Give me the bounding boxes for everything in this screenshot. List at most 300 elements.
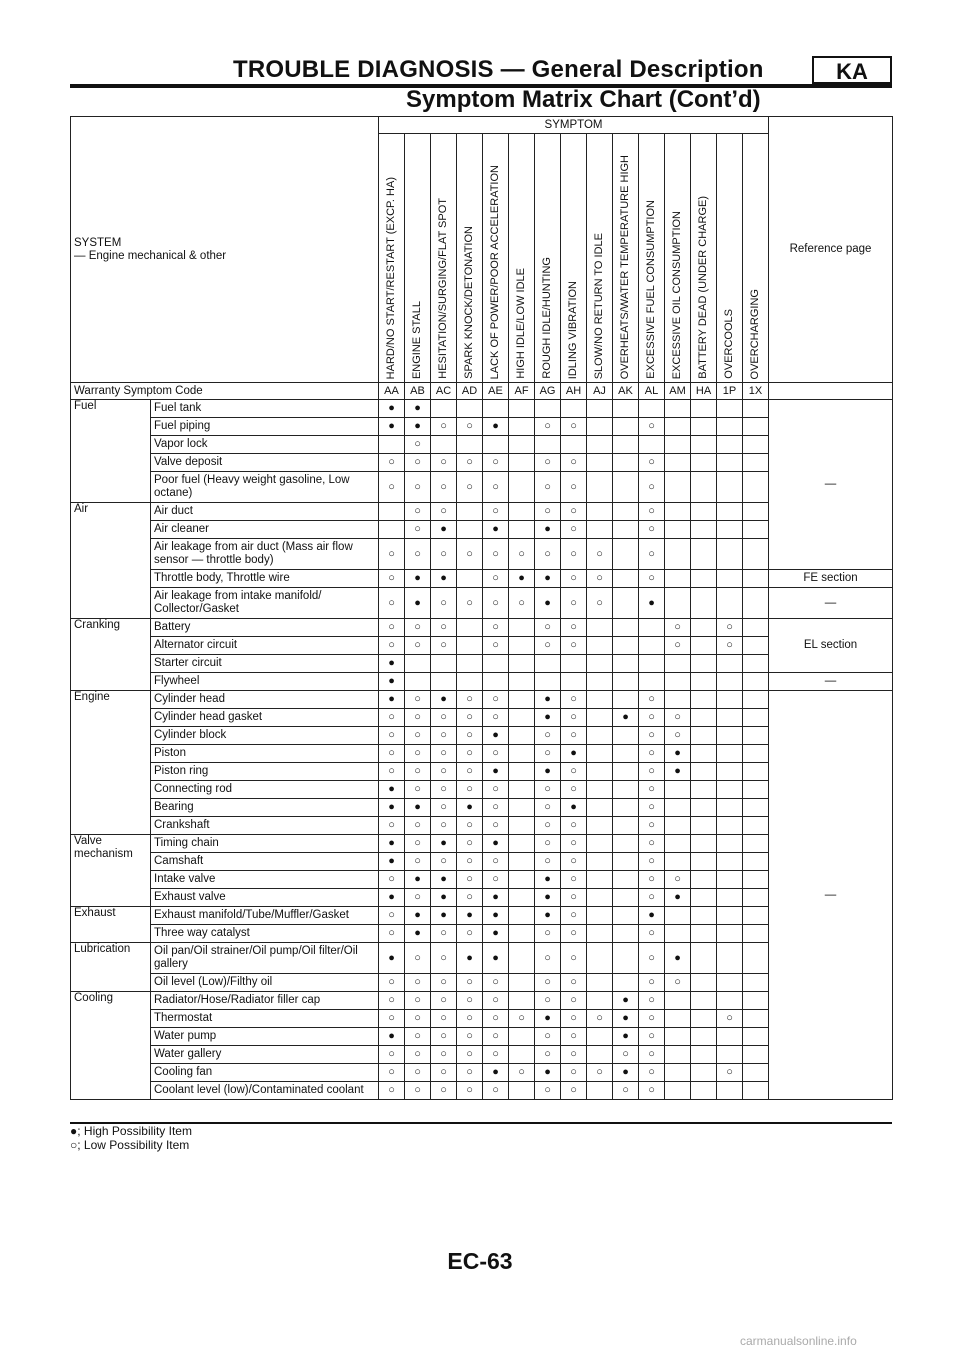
symptom-label: ENGINE STALL bbox=[411, 300, 424, 379]
low-possibility-mark: ○ bbox=[613, 1046, 639, 1064]
low-possibility-mark: ○ bbox=[535, 781, 561, 799]
high-possibility-mark: ● bbox=[639, 588, 665, 619]
empty-cell bbox=[691, 1046, 717, 1064]
low-possibility-mark: ○ bbox=[379, 472, 405, 503]
empty-cell bbox=[587, 673, 613, 691]
empty-cell bbox=[743, 472, 769, 503]
low-possibility-mark: ○ bbox=[535, 817, 561, 835]
low-possibility-mark: ○ bbox=[639, 992, 665, 1010]
symptom-col-14 bbox=[743, 134, 769, 383]
low-possibility-mark: ○ bbox=[665, 871, 691, 889]
high-possibility-mark: ● bbox=[483, 943, 509, 974]
empty-cell bbox=[743, 853, 769, 871]
high-possibility-mark: ● bbox=[665, 745, 691, 763]
empty-cell bbox=[613, 418, 639, 436]
low-possibility-mark: ○ bbox=[405, 454, 431, 472]
empty-cell bbox=[743, 400, 769, 418]
low-possibility-mark: ○ bbox=[379, 637, 405, 655]
empty-cell bbox=[639, 619, 665, 637]
high-possibility-mark: ● bbox=[379, 799, 405, 817]
empty-cell bbox=[717, 835, 743, 853]
high-possibility-mark: ● bbox=[483, 907, 509, 925]
empty-cell bbox=[691, 588, 717, 619]
empty-cell bbox=[691, 727, 717, 745]
low-possibility-mark: ○ bbox=[639, 539, 665, 570]
low-possibility-mark: ○ bbox=[431, 745, 457, 763]
item-cell: Fuel tank bbox=[151, 400, 379, 418]
empty-cell bbox=[691, 907, 717, 925]
empty-cell bbox=[509, 763, 535, 781]
legend bbox=[70, 1124, 192, 1152]
low-possibility-mark: ○ bbox=[379, 1082, 405, 1100]
symptom-label: BATTERY DEAD (UNDER CHARGE) bbox=[697, 196, 710, 379]
empty-cell bbox=[509, 673, 535, 691]
empty-cell bbox=[717, 745, 743, 763]
high-possibility-mark: ● bbox=[379, 1028, 405, 1046]
low-possibility-mark: ○ bbox=[431, 619, 457, 637]
empty-cell bbox=[587, 799, 613, 817]
reference-cell: FE section bbox=[769, 570, 893, 588]
symptom-label: LACK OF POWER/POOR ACCELERATION bbox=[489, 164, 502, 379]
empty-cell bbox=[691, 781, 717, 799]
high-possibility-mark: ● bbox=[431, 889, 457, 907]
high-possibility-mark: ● bbox=[431, 521, 457, 539]
warranty-code: AF bbox=[509, 383, 535, 400]
empty-cell bbox=[509, 889, 535, 907]
high-possibility-mark: ● bbox=[535, 871, 561, 889]
empty-cell bbox=[431, 400, 457, 418]
empty-cell bbox=[535, 436, 561, 454]
empty-cell bbox=[457, 521, 483, 539]
high-possibility-mark: ● bbox=[405, 925, 431, 943]
low-possibility-mark: ○ bbox=[483, 745, 509, 763]
empty-cell bbox=[691, 1064, 717, 1082]
empty-cell bbox=[613, 454, 639, 472]
empty-cell bbox=[483, 673, 509, 691]
empty-cell bbox=[587, 974, 613, 992]
symptom-label: HESITATION/SURGING/FLAT SPOT bbox=[437, 198, 450, 379]
low-possibility-mark: ○ bbox=[457, 781, 483, 799]
symptom-label: IDLING VIBRATION bbox=[567, 280, 580, 379]
empty-cell bbox=[691, 454, 717, 472]
low-possibility-mark: ○ bbox=[639, 889, 665, 907]
symptom-col-1 bbox=[405, 134, 431, 383]
high-possibility-mark: ● bbox=[613, 1064, 639, 1082]
empty-cell bbox=[691, 637, 717, 655]
empty-cell bbox=[613, 817, 639, 835]
empty-cell bbox=[717, 889, 743, 907]
low-possibility-mark: ○ bbox=[483, 1046, 509, 1064]
empty-cell bbox=[743, 539, 769, 570]
low-possibility-mark: ○ bbox=[509, 588, 535, 619]
low-possibility-mark: ○ bbox=[379, 763, 405, 781]
low-possibility-mark: ○ bbox=[561, 974, 587, 992]
empty-cell bbox=[717, 503, 743, 521]
empty-cell bbox=[665, 673, 691, 691]
low-possibility-mark: ○ bbox=[457, 853, 483, 871]
empty-cell bbox=[613, 745, 639, 763]
low-possibility-mark: ○ bbox=[639, 418, 665, 436]
high-possibility-mark: ● bbox=[379, 691, 405, 709]
legend-low bbox=[70, 1138, 192, 1152]
low-possibility-mark: ○ bbox=[431, 1028, 457, 1046]
low-possibility-mark: ○ bbox=[639, 871, 665, 889]
warranty-code: AC bbox=[431, 383, 457, 400]
low-possibility-mark: ○ bbox=[457, 539, 483, 570]
low-possibility-mark: ○ bbox=[483, 799, 509, 817]
empty-cell bbox=[717, 570, 743, 588]
low-possibility-mark: ○ bbox=[379, 1064, 405, 1082]
low-possibility-mark: ○ bbox=[639, 781, 665, 799]
empty-cell bbox=[717, 588, 743, 619]
low-possibility-mark: ○ bbox=[535, 745, 561, 763]
empty-cell bbox=[457, 570, 483, 588]
reference-cell: — bbox=[769, 400, 893, 570]
low-possibility-mark: ○ bbox=[431, 418, 457, 436]
high-possibility-mark: ● bbox=[483, 727, 509, 745]
low-possibility-mark: ○ bbox=[561, 691, 587, 709]
empty-cell bbox=[743, 1010, 769, 1028]
empty-cell bbox=[717, 673, 743, 691]
empty-cell bbox=[717, 727, 743, 745]
low-possibility-mark: ○ bbox=[457, 1028, 483, 1046]
low-possibility-mark: ○ bbox=[665, 974, 691, 992]
empty-cell bbox=[743, 570, 769, 588]
low-possibility-mark: ○ bbox=[639, 1046, 665, 1064]
empty-cell bbox=[743, 1064, 769, 1082]
system-header bbox=[71, 117, 379, 383]
low-possibility-mark: ○ bbox=[509, 539, 535, 570]
high-possibility-mark: ● bbox=[405, 871, 431, 889]
low-mark-icon: ○ bbox=[70, 1138, 78, 1152]
empty-cell bbox=[665, 1082, 691, 1100]
low-possibility-mark: ○ bbox=[457, 454, 483, 472]
item-cell: Cooling fan bbox=[151, 1064, 379, 1082]
low-possibility-mark: ○ bbox=[665, 637, 691, 655]
low-possibility-mark: ○ bbox=[457, 1064, 483, 1082]
empty-cell bbox=[587, 1082, 613, 1100]
empty-cell bbox=[639, 436, 665, 454]
warranty-code-row bbox=[71, 383, 893, 400]
empty-cell bbox=[509, 655, 535, 673]
low-possibility-mark: ○ bbox=[561, 943, 587, 974]
low-possibility-mark: ○ bbox=[431, 943, 457, 974]
low-possibility-mark: ○ bbox=[639, 1028, 665, 1046]
symptom-label: OVERHEATS/WATER TEMPERATURE HIGH bbox=[619, 154, 632, 379]
low-possibility-mark: ○ bbox=[639, 1064, 665, 1082]
symptom-col-6 bbox=[535, 134, 561, 383]
empty-cell bbox=[717, 691, 743, 709]
item-cell: Throttle body, Throttle wire bbox=[151, 570, 379, 588]
low-possibility-mark: ○ bbox=[457, 763, 483, 781]
empty-cell bbox=[587, 925, 613, 943]
low-possibility-mark: ○ bbox=[431, 637, 457, 655]
empty-cell bbox=[743, 619, 769, 637]
low-possibility-mark: ○ bbox=[483, 472, 509, 503]
category-cell: Cranking bbox=[71, 619, 151, 691]
empty-cell bbox=[379, 503, 405, 521]
empty-cell bbox=[717, 539, 743, 570]
low-possibility-mark: ○ bbox=[405, 853, 431, 871]
low-possibility-mark: ○ bbox=[379, 709, 405, 727]
empty-cell bbox=[587, 418, 613, 436]
low-possibility-mark: ○ bbox=[483, 974, 509, 992]
warranty-code: AA bbox=[379, 383, 405, 400]
empty-cell bbox=[743, 889, 769, 907]
low-possibility-mark: ○ bbox=[431, 727, 457, 745]
low-possibility-mark: ○ bbox=[561, 871, 587, 889]
low-possibility-mark: ○ bbox=[509, 1010, 535, 1028]
item-cell: Intake valve bbox=[151, 871, 379, 889]
low-possibility-mark: ○ bbox=[639, 472, 665, 503]
empty-cell bbox=[535, 673, 561, 691]
low-possibility-mark: ○ bbox=[405, 992, 431, 1010]
empty-cell bbox=[665, 570, 691, 588]
low-possibility-mark: ○ bbox=[431, 588, 457, 619]
low-possibility-mark: ○ bbox=[483, 1082, 509, 1100]
empty-cell bbox=[691, 1082, 717, 1100]
empty-cell bbox=[665, 1046, 691, 1064]
reference-cell: — bbox=[769, 691, 893, 1100]
low-possibility-mark: ○ bbox=[561, 539, 587, 570]
empty-cell bbox=[743, 835, 769, 853]
empty-cell bbox=[691, 503, 717, 521]
empty-cell bbox=[587, 835, 613, 853]
empty-cell bbox=[613, 943, 639, 974]
empty-cell bbox=[717, 472, 743, 503]
empty-cell bbox=[587, 691, 613, 709]
low-possibility-mark: ○ bbox=[639, 974, 665, 992]
empty-cell bbox=[691, 925, 717, 943]
empty-cell bbox=[509, 853, 535, 871]
empty-cell bbox=[613, 889, 639, 907]
empty-cell bbox=[535, 400, 561, 418]
warranty-code: AE bbox=[483, 383, 509, 400]
empty-cell bbox=[509, 817, 535, 835]
warranty-code: HA bbox=[691, 383, 717, 400]
empty-cell bbox=[613, 619, 639, 637]
warranty-code: 1X bbox=[743, 383, 769, 400]
empty-cell bbox=[509, 943, 535, 974]
low-possibility-mark: ○ bbox=[535, 1028, 561, 1046]
low-possibility-mark: ○ bbox=[405, 1046, 431, 1064]
empty-cell bbox=[743, 943, 769, 974]
item-cell: Piston bbox=[151, 745, 379, 763]
item-cell: Timing chain bbox=[151, 835, 379, 853]
warranty-code: AJ bbox=[587, 383, 613, 400]
high-possibility-mark: ● bbox=[405, 418, 431, 436]
symptom-col-10 bbox=[639, 134, 665, 383]
low-possibility-mark: ○ bbox=[561, 1046, 587, 1064]
empty-cell bbox=[587, 619, 613, 637]
symptom-label: EXCESSIVE FUEL CONSUMPTION bbox=[645, 200, 658, 379]
low-possibility-mark: ○ bbox=[561, 418, 587, 436]
empty-cell bbox=[743, 907, 769, 925]
low-possibility-mark: ○ bbox=[405, 539, 431, 570]
empty-cell bbox=[587, 781, 613, 799]
empty-cell bbox=[691, 472, 717, 503]
empty-cell bbox=[509, 727, 535, 745]
low-possibility-mark: ○ bbox=[457, 709, 483, 727]
low-possibility-mark: ○ bbox=[457, 1082, 483, 1100]
empty-cell bbox=[587, 637, 613, 655]
high-possibility-mark: ● bbox=[379, 400, 405, 418]
low-possibility-mark: ○ bbox=[431, 1064, 457, 1082]
empty-cell bbox=[587, 400, 613, 418]
low-possibility-mark: ○ bbox=[379, 454, 405, 472]
low-possibility-mark: ○ bbox=[483, 570, 509, 588]
empty-cell bbox=[665, 992, 691, 1010]
low-possibility-mark: ○ bbox=[405, 1028, 431, 1046]
warranty-code: AH bbox=[561, 383, 587, 400]
low-possibility-mark: ○ bbox=[483, 637, 509, 655]
low-possibility-mark: ○ bbox=[535, 619, 561, 637]
empty-cell bbox=[457, 619, 483, 637]
item-cell: Camshaft bbox=[151, 853, 379, 871]
low-possibility-mark: ○ bbox=[561, 637, 587, 655]
category-cell: Cooling bbox=[71, 992, 151, 1100]
low-possibility-mark: ○ bbox=[379, 1010, 405, 1028]
low-possibility-mark: ○ bbox=[405, 781, 431, 799]
high-possibility-mark: ● bbox=[535, 1064, 561, 1082]
empty-cell bbox=[587, 1028, 613, 1046]
empty-cell bbox=[613, 539, 639, 570]
empty-cell bbox=[587, 727, 613, 745]
empty-cell bbox=[457, 673, 483, 691]
table-row bbox=[71, 691, 893, 709]
high-possibility-mark: ● bbox=[535, 570, 561, 588]
symptom-label: HARD/NO START/RESTART (EXCP. HA) bbox=[385, 176, 398, 379]
empty-cell bbox=[743, 691, 769, 709]
item-cell: Fuel piping bbox=[151, 418, 379, 436]
empty-cell bbox=[587, 454, 613, 472]
low-possibility-mark: ○ bbox=[431, 1082, 457, 1100]
low-possibility-mark: ○ bbox=[535, 1082, 561, 1100]
category-cell: Air bbox=[71, 503, 151, 619]
low-possibility-mark: ○ bbox=[405, 889, 431, 907]
empty-cell bbox=[483, 436, 509, 454]
low-possibility-mark: ○ bbox=[561, 925, 587, 943]
empty-cell bbox=[509, 781, 535, 799]
low-possibility-mark: ○ bbox=[379, 588, 405, 619]
empty-cell bbox=[691, 709, 717, 727]
empty-cell bbox=[743, 745, 769, 763]
low-possibility-mark: ○ bbox=[509, 1064, 535, 1082]
low-possibility-mark: ○ bbox=[457, 925, 483, 943]
reference-cell: — bbox=[769, 588, 893, 619]
empty-cell bbox=[587, 472, 613, 503]
high-possibility-mark: ● bbox=[665, 763, 691, 781]
empty-cell bbox=[613, 588, 639, 619]
low-possibility-mark: ○ bbox=[561, 588, 587, 619]
low-possibility-mark: ○ bbox=[587, 1010, 613, 1028]
empty-cell bbox=[587, 871, 613, 889]
table-bottom-rule bbox=[70, 1122, 892, 1124]
symptom-col-3 bbox=[457, 134, 483, 383]
empty-cell bbox=[665, 907, 691, 925]
low-possibility-mark: ○ bbox=[405, 436, 431, 454]
item-cell: Piston ring bbox=[151, 763, 379, 781]
empty-cell bbox=[587, 907, 613, 925]
empty-cell bbox=[717, 436, 743, 454]
empty-cell bbox=[691, 853, 717, 871]
item-cell: Flywheel bbox=[151, 673, 379, 691]
low-possibility-mark: ○ bbox=[561, 454, 587, 472]
low-possibility-mark: ○ bbox=[561, 817, 587, 835]
symptom-col-13 bbox=[717, 134, 743, 383]
empty-cell bbox=[665, 691, 691, 709]
empty-cell bbox=[717, 871, 743, 889]
empty-cell bbox=[613, 400, 639, 418]
empty-cell bbox=[639, 673, 665, 691]
empty-cell bbox=[743, 763, 769, 781]
high-possibility-mark: ● bbox=[379, 418, 405, 436]
low-possibility-mark: ○ bbox=[639, 943, 665, 974]
low-possibility-mark: ○ bbox=[379, 992, 405, 1010]
low-possibility-mark: ○ bbox=[535, 503, 561, 521]
high-possibility-mark: ● bbox=[561, 799, 587, 817]
empty-cell bbox=[509, 503, 535, 521]
empty-cell bbox=[665, 799, 691, 817]
high-possibility-mark: ● bbox=[561, 745, 587, 763]
empty-cell bbox=[691, 745, 717, 763]
empty-cell bbox=[743, 709, 769, 727]
legend-low-label: ; Low Possibility Item bbox=[77, 1138, 190, 1152]
system-sublabel: — Engine mechanical & other bbox=[74, 249, 227, 262]
empty-cell bbox=[743, 799, 769, 817]
high-possibility-mark: ● bbox=[665, 889, 691, 907]
empty-cell bbox=[743, 454, 769, 472]
high-possibility-mark: ● bbox=[457, 907, 483, 925]
low-possibility-mark: ○ bbox=[639, 691, 665, 709]
low-possibility-mark: ○ bbox=[405, 763, 431, 781]
empty-cell bbox=[717, 1046, 743, 1064]
low-possibility-mark: ○ bbox=[457, 974, 483, 992]
empty-cell bbox=[665, 436, 691, 454]
item-cell: Alternator circuit bbox=[151, 637, 379, 655]
empty-cell bbox=[743, 992, 769, 1010]
low-possibility-mark: ○ bbox=[405, 1064, 431, 1082]
table-row bbox=[71, 588, 893, 619]
high-possibility-mark: ● bbox=[483, 521, 509, 539]
low-possibility-mark: ○ bbox=[457, 992, 483, 1010]
low-possibility-mark: ○ bbox=[405, 691, 431, 709]
empty-cell bbox=[613, 673, 639, 691]
empty-cell bbox=[561, 436, 587, 454]
empty-cell bbox=[743, 521, 769, 539]
legend-high bbox=[70, 1124, 192, 1138]
empty-cell bbox=[613, 871, 639, 889]
high-mark-icon: ● bbox=[70, 1124, 78, 1138]
low-possibility-mark: ○ bbox=[639, 799, 665, 817]
low-possibility-mark: ○ bbox=[639, 727, 665, 745]
empty-cell bbox=[613, 853, 639, 871]
low-possibility-mark: ○ bbox=[639, 817, 665, 835]
watermark: carmanualsonline.info bbox=[740, 1334, 857, 1348]
high-possibility-mark: ● bbox=[665, 943, 691, 974]
low-possibility-mark: ○ bbox=[483, 619, 509, 637]
empty-cell bbox=[691, 992, 717, 1010]
empty-cell bbox=[613, 974, 639, 992]
empty-cell bbox=[717, 974, 743, 992]
symptom-label: HIGH IDLE/LOW IDLE bbox=[515, 268, 528, 379]
low-possibility-mark: ○ bbox=[483, 454, 509, 472]
low-possibility-mark: ○ bbox=[379, 619, 405, 637]
high-possibility-mark: ● bbox=[431, 871, 457, 889]
empty-cell bbox=[691, 418, 717, 436]
symptom-col-0 bbox=[379, 134, 405, 383]
empty-cell bbox=[691, 673, 717, 691]
